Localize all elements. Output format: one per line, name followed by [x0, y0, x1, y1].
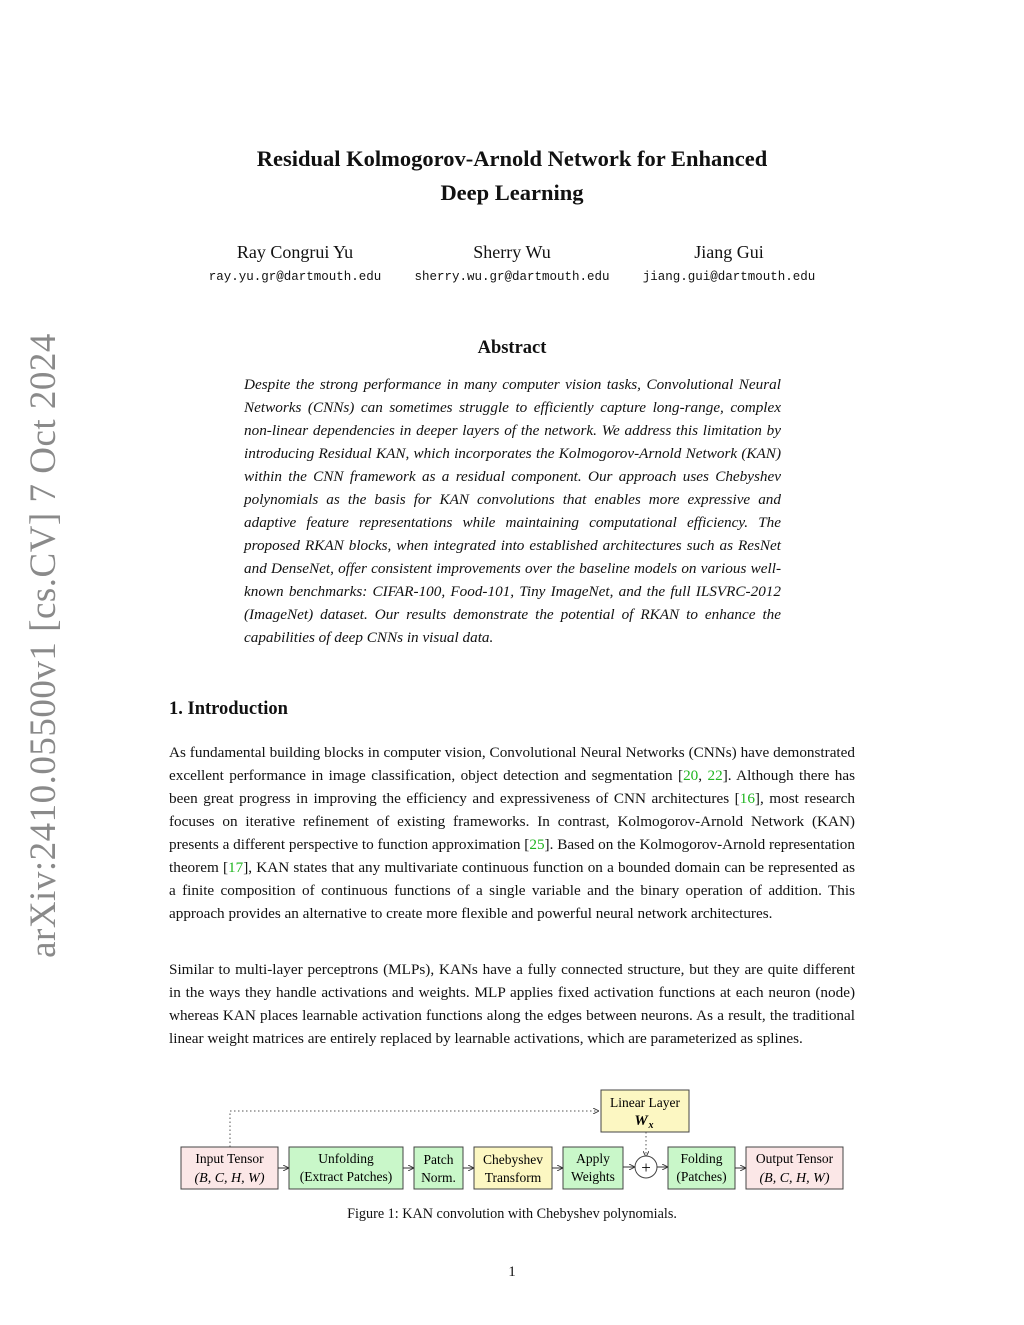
- patch-norm-label: Patch: [423, 1152, 454, 1167]
- input-tensor-box: [181, 1147, 278, 1189]
- plus-symbol: +: [641, 1158, 651, 1177]
- p1-text-d: ]. Based on the Kolmogorov-Arnold representation theorem [: [169, 836, 855, 876]
- p1-text-b: ]. Although there has been great progress in improving the efficiency and expressiveness of CNN architectures [: [169, 767, 856, 807]
- author-email: ray.yu.gr@dartmouth.edu: [208, 270, 382, 284]
- citation-link[interactable]: 25: [529, 836, 545, 853]
- citation-link[interactable]: 17: [228, 859, 244, 876]
- title-line-2: Deep Learning: [440, 180, 584, 205]
- unfolding-sublabel: (Extract Patches): [299, 1169, 393, 1184]
- author-name: Jiang Gui: [694, 242, 764, 262]
- intro-paragraph-2: Similar to multi-layer perceptrons (MLPs), KANs have a fully connected structure, but they are quite different in the ways they handle activations and weights. MLP applies fixed activation functions at each neuron (node) whereas KAN places learnable activation functions along the edges between neurons. As a result, the traditional linear weight matrices are entirely replaced by learnable activations, which are parameterized as splines.: [169, 961, 855, 1047]
- paper-title: [170, 142, 854, 210]
- weight-symbol: W: [634, 1113, 648, 1129]
- title-line-1: Residual Kolmogorov-Arnold Network for Enhanced: [256, 146, 768, 171]
- input-tensor-label: Input Tensor: [195, 1151, 264, 1166]
- folding-box: [668, 1147, 735, 1189]
- page-number: 1: [508, 1264, 516, 1280]
- author-3: [609, 240, 849, 284]
- output-tensor-label: Output Tensor: [755, 1151, 834, 1166]
- chebyshev-box: [474, 1147, 552, 1189]
- apply-weights-box: [563, 1147, 623, 1189]
- p1-sep: ,: [698, 767, 708, 784]
- output-tensor-shape: (B, C, H, W): [759, 1171, 830, 1186]
- apply-weights-sublabel: Weights: [571, 1169, 615, 1184]
- output-tensor-box: [746, 1147, 843, 1189]
- folding-label: Folding: [680, 1151, 723, 1166]
- patch-norm-box: [414, 1147, 463, 1189]
- kan-conv-diagram: [0, 1085, 1024, 1200]
- p1-text-c: ], most research focuses on iterative refinement of existing frameworks. In contrast, Kolmogorov-Arnold Network (KAN) presents a different perspective to function approximation [: [169, 790, 855, 853]
- linear-layer-label: Linear Layer: [609, 1095, 681, 1110]
- unfolding-label: Unfolding: [318, 1151, 374, 1166]
- citation-link[interactable]: 22: [707, 767, 723, 784]
- author-2: [392, 240, 632, 284]
- author-email: jiang.gui@dartmouth.edu: [642, 270, 816, 284]
- figure-caption: Figure 1: KAN convolution with Chebyshev polynomials.: [347, 1206, 677, 1222]
- intro-paragraph-1: [169, 741, 855, 925]
- abstract-heading: Abstract: [477, 338, 547, 358]
- p1-text-e: ], KAN states that any multivariate continuous function on a bounded domain can be represented as a finite composition of continuous functions of a single variable and the binary operation of addition. This approach provides an alternative to create more flexible and powerful neural network architectures.: [169, 859, 855, 922]
- folding-sublabel: (Patches): [676, 1169, 727, 1184]
- abstract-text: Despite the strong performance in many computer vision tasks, Convolutional Neural Networks (CNNs) can sometimes struggle to efficiently capture long-range, complex non-linear dependencies in deeper layers of the network. We address this limitation by introducing Residual KAN, which incorporates the Kolmogorov-Arnold Network (KAN) within the CNN framework as a residual component. Our approach uses Chebyshev polynomials as the basis for KAN convolutions that enables more expressive and adaptive feature representations while maintaining computational efficiency. The proposed RKAN blocks, when integrated into established architectures such as ResNet and DenseNet, offer consistent improvements over the baseline models on various well-known benchmarks: CIFAR-100, Food-101, Tiny ImageNet, and the full ILSVRC-2012 (ImageNet) dataset. Our results demonstrate the potential of RKAN to enhance the capabilities of deep CNNs in visual data.: [244, 376, 781, 646]
- section-heading: 1. Introduction: [169, 699, 288, 719]
- chebyshev-sublabel: Transform: [484, 1170, 542, 1185]
- arxiv-stamp: [18, 332, 68, 958]
- input-tensor-shape: (B, C, H, W): [194, 1171, 265, 1186]
- weight-subscript: x: [648, 1120, 654, 1131]
- unfolding-box: [289, 1147, 403, 1189]
- sum-node: [635, 1156, 657, 1178]
- author-email: sherry.wu.gr@dartmouth.edu: [414, 270, 610, 284]
- arxiv-id: arXiv:2410.05500v1 [cs.CV] 7 Oct 2024: [22, 332, 64, 958]
- citation-link[interactable]: 16: [739, 790, 755, 807]
- author-name: Sherry Wu: [473, 242, 551, 262]
- apply-weights-label: Apply: [576, 1151, 610, 1166]
- author-list: [0, 240, 1024, 300]
- chebyshev-label: Chebyshev: [483, 1152, 543, 1167]
- p1-text-a: As fundamental building blocks in computer vision, Convolutional Neural Networks (CNNs) have demonstrated excellent performance in image classification, object detection and segmentation [: [169, 744, 855, 784]
- linear-layer-box: [601, 1090, 689, 1132]
- citation-link[interactable]: 20: [683, 767, 699, 784]
- skip-connection-line: [230, 1111, 598, 1147]
- patch-norm-sublabel: Norm.: [421, 1170, 456, 1185]
- author-name: Ray Congrui Yu: [236, 242, 354, 262]
- author-1: [175, 240, 415, 284]
